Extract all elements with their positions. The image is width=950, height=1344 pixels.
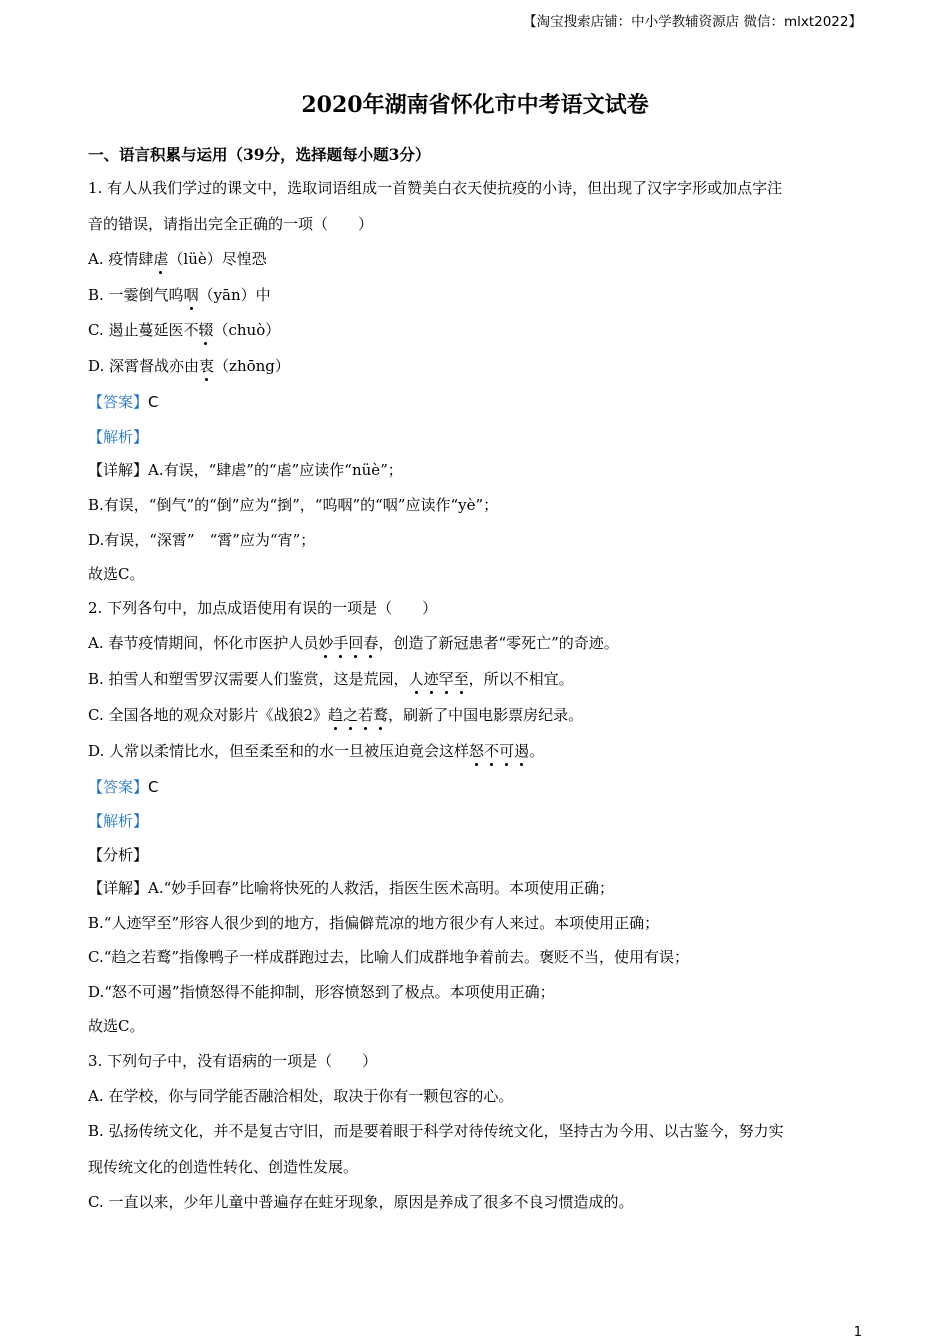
answer-value: C [148,778,159,796]
option-text: （zhōng） [214,357,290,375]
q1-stem-line2: 音的错误，请指出完全正确的一项（ ） [88,215,374,233]
q2-stem: 2. 下列各句中，加点成语使用有误的一项是（ ） [88,599,438,617]
option-text: ，所以不相宜。 [468,670,574,688]
dotted-char: 之 [343,706,359,724]
option-text: D. 人常以柔情比水，但至柔至和的水一旦被压迫竟会这样 [88,742,470,760]
dotted-char: 回 [348,634,364,652]
option-text: ，创造了新冠患者“零死亡”的奇迹。 [378,634,619,652]
q1-analysis-tag: 【解析】 [88,428,149,446]
dotted-char: 春 [363,634,379,652]
option-text: C. 全国各地的观众对影片《战狼2》 [88,706,329,724]
dotted-char: 虐 [153,250,169,268]
q2-detail-4: D.“怒不可遏”指愤怒得不能抑制，形容愤怒到了极点。本项使用正确； [88,983,555,1001]
dotted-char: 遏 [514,742,530,760]
dotted-char: 趋 [328,706,344,724]
dotted-char: 手 [333,634,349,652]
q2-option-c [88,705,583,725]
dotted-char: 咽 [183,286,199,304]
q1-stem-line1: 1. 有人从我们学过的课文中，选取词语组成一首赞美白衣天使抗疫的小诗，但出现了汉字字形或加点字注 [88,179,783,197]
dotted-char: 不 [484,742,500,760]
dotted-char: 人 [408,670,424,688]
option-text: A. 春节疫情期间，怀化市医护人员 [88,634,319,652]
page-title: 2020年湖南省怀化市中考语文试卷 [301,92,649,118]
option-text: 。 [529,742,545,760]
q2-conclusion: 故选C。 [88,1017,145,1035]
q2-detail-2: B.“人迹罕至”形容人很少到的地方，指偏僻荒凉的地方很少有人来过。本项使用正确； [88,914,660,932]
answer-tag: 【答案】 [88,778,149,796]
option-text: B. 一霎倒气呜 [88,286,184,304]
page-number: 1 [853,1325,862,1340]
dotted-char: 罕 [438,670,454,688]
q2-analysis-tag: 【解析】 [88,812,149,830]
answer-tag: 【答案】 [88,393,149,411]
option-text: （lüè）尽惶恐 [168,250,267,268]
q3-option-b-line1: B. 弘扬传统文化，并不是复古守旧，而是要着眼于科学对待传统文化，坚持古为今用、以古鉴今，努力实 [88,1122,784,1140]
option-text: （yān）中 [198,286,271,304]
q1-detail-3: D.有误，“深霄” “霄”应为“宵”； [88,531,316,549]
dotted-char: 怒 [469,742,485,760]
q1-answer [88,392,159,412]
option-text: A. 疫情肆 [88,250,154,268]
dotted-char: 辍 [198,321,214,339]
dotted-char: 鹜 [373,706,389,724]
dotted-char: 妙 [318,634,334,652]
q3-option-a: A. 在学校，你与同学能否融洽相处，取决于你有一颗包容的心。 [88,1087,514,1105]
q2-option-b [88,669,574,689]
q2-detail-1: 【详解】A.“妙手回春”比喻将快死的人救活，指医生医术高明。本项使用正确； [88,879,614,897]
q3-option-c: C. 一直以来，少年儿童中普遍存在蛀牙现象，原因是养成了很多不良习惯造成的。 [88,1193,634,1211]
q1-option-d [88,356,290,376]
header-note: 【淘宝搜索店铺：中小学教辅资源店 微信：mlxt2022】 [523,14,862,30]
option-text: ，刷新了中国电影票房纪录。 [388,706,584,724]
dotted-char: 若 [358,706,374,724]
option-text: D. 深霄督战亦由 [88,357,200,375]
q1-option-b [88,285,271,305]
q1-option-c [88,320,280,340]
q2-fenxi: 【分析】 [88,846,149,864]
section-heading: 一、语言积累与运用（39分，选择题每小题3分） [88,145,431,164]
q2-detail-3: C.“趋之若鹜”指像鸭子一样成群跑过去，比喻人们成群地争着前去。褒贬不当，使用有误； [88,948,690,966]
q1-detail-2: B.有误，“倒气”的“倒”应为“捯”，“呜咽”的“咽”应读作“yè”； [88,496,499,514]
option-text: （chuò） [213,321,281,339]
dotted-char: 迹 [423,670,439,688]
q1-option-a [88,249,267,269]
dotted-char: 可 [499,742,515,760]
q3-option-b-line2: 现传统文化的创造性转化、创造性发展。 [88,1158,359,1176]
option-text: C. 遏止蔓延医不 [88,321,199,339]
q2-option-d [88,741,544,761]
q2-option-a [88,633,619,653]
q2-answer [88,777,159,797]
q1-conclusion: 故选C。 [88,565,145,583]
answer-value: C [148,393,159,411]
q1-detail-1: 【详解】A.有误，“肆虐”的“虐”应读作“nüè”； [88,461,403,479]
q3-stem: 3. 下列句子中，没有语病的一项是（ ） [88,1052,378,1070]
option-text: B. 拍雪人和塑雪罗汉需要人们鉴赏，这是荒园， [88,670,409,688]
dotted-char: 衷 [199,357,215,375]
dotted-char: 至 [453,670,469,688]
